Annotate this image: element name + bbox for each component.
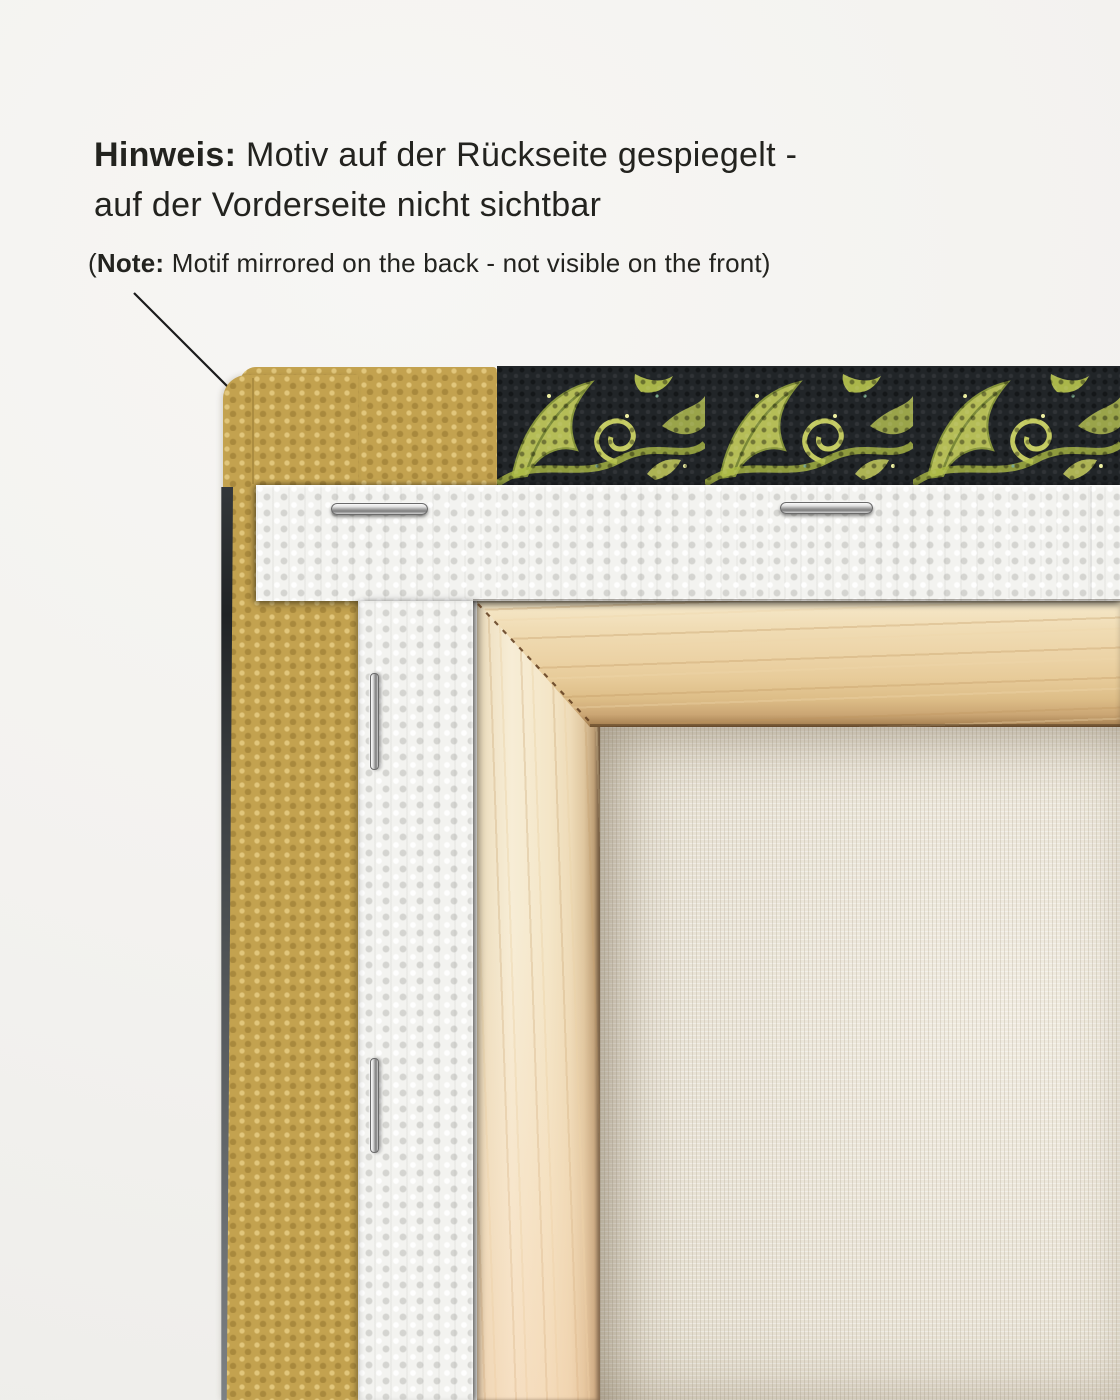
note-german-line2: auf der Vorderseite nicht sichtbar <box>94 186 602 224</box>
note-english-label: Note: <box>96 248 165 278</box>
staple-left-2 <box>370 1058 379 1153</box>
gold-fold-seam <box>252 378 254 484</box>
staple-top-2 <box>780 502 873 514</box>
note-german-label: Hinweis: <box>94 136 237 174</box>
canvas-back-weave <box>600 727 1120 1400</box>
note-german <box>94 130 914 240</box>
mirrored-motif-strip <box>497 366 1120 486</box>
note-english-rest: Motif mirrored on the back - not visible on the front) <box>164 248 771 278</box>
stretcher-bar-top-shadow-line <box>590 724 1120 727</box>
canvas-bump-texture <box>497 366 1120 486</box>
staple-top-1 <box>331 503 428 515</box>
note-english-paren: ( <box>88 248 97 278</box>
note-english <box>88 246 948 286</box>
stretcher-bar-top <box>477 601 1120 727</box>
stretcher-bar-left <box>477 601 600 1400</box>
staple-left-1 <box>370 673 379 770</box>
flap-wood-gap-shadow-left <box>473 601 477 1400</box>
canvas-flap-top-seam <box>1090 486 1092 600</box>
note-german-line1: Motiv auf der Rückseite gespiegelt - <box>236 136 798 174</box>
flap-wood-gap-shadow-top <box>473 599 1120 603</box>
